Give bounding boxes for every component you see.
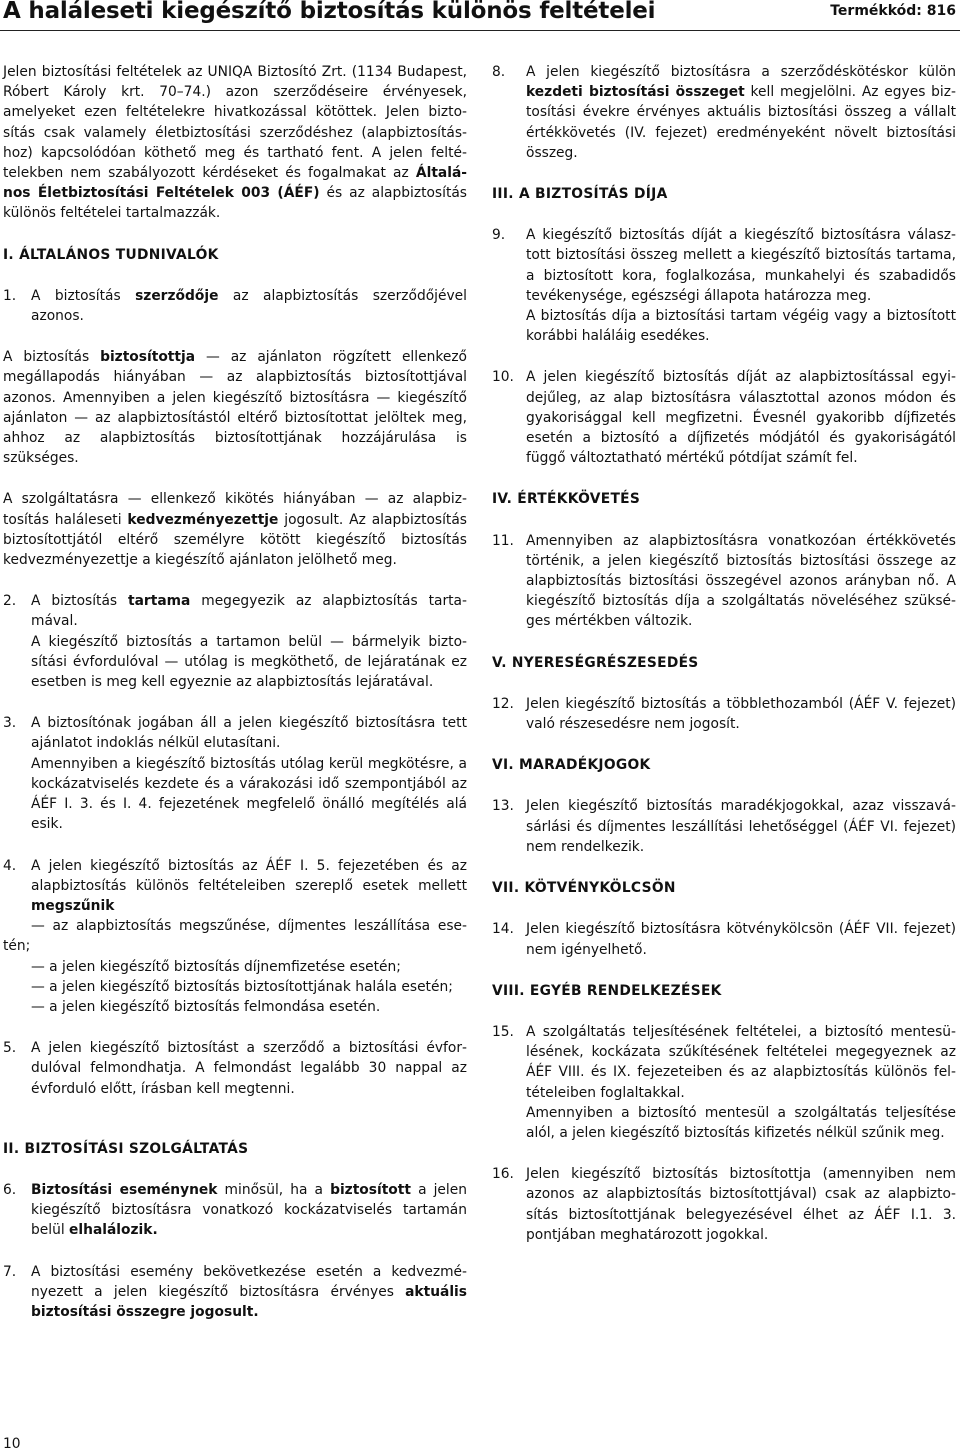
- section-heading-indexation: IV. ÉRTÉKKÖVETÉS: [492, 491, 641, 508]
- clause-10: 10. A jelen kiegészítő biztosítás díját az alapbiztosítással egyidejűleg, az alap biztosításra választottal azonos módon és gyakorisággal kell megfizetni. Évesnél gyakoribb díjfizetés esetén a biztosító a díjfizetés módjától és gyakoriságától függő változtatható mértékű pótdíjat számít fel.: [492, 367, 956, 468]
- clause-number: 14.: [492, 921, 514, 938]
- clause-7: 7. A biztosítási esemény bekövetkezése esetén a kedvezményezett a jelen kiegészítő biztosításra érvényes aktuális biztosítási összegre jogosult.: [3, 1262, 467, 1323]
- clause-1: 1. A biztosítás szerződője az alapbiztosítás szerződőjével azonos.: [3, 286, 467, 326]
- intro-paragraph: Jelen biztosítási feltételek az UNIQA Biztosító Zrt. (1134 Budapest, Róbert Károly krt. 70–74.) azon szerződéseire érvényesek, amelyeket ezen feltételekre hivatkozással kötöttek. Jelen biztosítás csak valamely életbiztosítási szerződéshez (alapbiztosításhoz) kapcsolódóan köthető meg és tartható fent. A jelen feltételekben nem szabályozott kérdéseket és fogalmakat az Általános Életbiztosítási Feltételek 003 (ÁÉF) és az alapbiztosítás különös feltételei tartalmazzák.: [3, 64, 467, 222]
- clause-number: 6.: [3, 1181, 17, 1198]
- clause-number: 4.: [3, 857, 17, 874]
- clause-13: 13. Jelen kiegészítő biztosítás maradékjogokkal, azaz visszavásárlási és díjmentes leszállítási lehetőséggel (ÁÉF VI. fejezet) nem rendelkezik.: [492, 796, 956, 857]
- page-header: [0, 0, 960, 31]
- clause-3: 3. A biztosítónak jogában áll a jelen kiegészítő biztosításra tett ajánlatot indoklás nélkül elutasítani. Amennyiben a kiegészítő biztosítás utólag kerül megkötésre, a kockázatviselés kezdete és a várakozási idő szempontjából az ÁÉF I. 3. és I. 4. fejezetének megfelelő önálló megítélés alá esik.: [3, 713, 467, 834]
- termination-case-1: — az alapbiztosítás megszűnése, díjmentes leszállítása esetén;: [3, 918, 467, 955]
- clause-16: 16. Jelen kiegészítő biztosítás biztosítottja (amennyiben nem azonos az alapbiztosítás biztosítottjával) csak az alapbiztosítás biztosítottjának belegyezésével élhet az ÁÉF I.1. 3. pontjában meghatározott jogokkal.: [492, 1164, 956, 1245]
- clause-number: 3.: [3, 715, 17, 732]
- right-column: [492, 62, 956, 1266]
- clause-number: 5.: [3, 1040, 17, 1057]
- clause-2: 2. A biztosítás tartama megegyezik az alapbiztosítás tartamával. A kiegészítő biztosítás a tartamon belül — bármelyik biztosítási évfordulóval — utólag is megköthető, de lejáratának ez esetben is meg kell egyeznie az alapbiztosítás lejáratával.: [3, 591, 467, 692]
- clause-number: 10.: [492, 369, 514, 386]
- product-code: Termékkód: 816: [830, 3, 956, 19]
- page-number: 10: [3, 1436, 21, 1452]
- clause-14: 14. Jelen kiegészítő biztosításra kötvénykölcsön (ÁÉF VII. fejezet) nem igényelhető.: [492, 919, 956, 959]
- clause-number: 9.: [492, 227, 506, 244]
- beneficiary-paragraph: A szolgáltatásra — ellenkező kikötés hiányában — az alapbiztosítás haláleseti kedvezményezettje jogosult. Az alapbiztosítás biztosítottjától eltérő személyre kötött kiegészítő biztosítás kedvezményezettje a kiegészítő ajánlaton jelölhető meg.: [3, 491, 467, 569]
- termination-case-2: — a jelen kiegészítő biztosítás díjnemfizetése esetén;: [31, 958, 401, 975]
- section-heading-policy-loan: VII. KÖTVÉNYKÖLCSÖN: [492, 880, 676, 897]
- clause-number: 13.: [492, 798, 514, 815]
- clause-8: 8. A jelen kiegészítő biztosításra a szerződéskötéskor külön kezdeti biztosítási összeget kell megjelölni. Az egyes biztosítási évekre érvényes aktuális biztosítási összeg a vállalt értékkövetés (IV. fejezet) eredményeként növelt biztosítási összeg.: [492, 62, 956, 163]
- left-column: [3, 62, 467, 1343]
- section-heading-profit-sharing: V. NYERESÉGRÉSZESEDÉS: [492, 654, 699, 671]
- clause-number: 8.: [492, 64, 506, 80]
- clause-number: 1.: [3, 287, 17, 304]
- section-heading-benefit: II. BIZTOSÍTÁSI SZOLGÁLTATÁS: [3, 1140, 249, 1157]
- clause-number: 2.: [3, 593, 17, 610]
- clause-number: 16.: [492, 1166, 514, 1183]
- section-heading-premium: III. A BIZTOSÍTÁS DÍJA: [492, 186, 668, 203]
- clause-4: 4. A jelen kiegészítő biztosítás az ÁÉF I. 5. fejezetében és az alapbiztosítás különös feltételeiben szereplő esetek mellett megszűnik — az alapbiztosítás megszűnése, díjmentes leszállítása esetén; — a jelen kiegészítő biztosítás díjnemfizetése esetén; — a jelen kiegészítő biztosítás biztosítottjának halála esetén; — a jelen kiegészítő biztosítás felmondása esetén.: [3, 856, 467, 1018]
- section-heading-other-provisions: VIII. EGYÉB RENDELKEZÉSEK: [492, 982, 722, 999]
- clause-number: 7.: [3, 1263, 17, 1280]
- clause-5: 5. A jelen kiegészítő biztosítást a szerződő a biztosítási évfordulóval felmondhatja. A felmondást legalább 30 nappal az évforduló előtt, írásban kell megtenni.: [3, 1038, 467, 1099]
- termination-case-4: — a jelen kiegészítő biztosítás felmondása esetén.: [31, 998, 381, 1015]
- clause-number: 11.: [492, 532, 514, 549]
- clause-15: 15. A szolgáltatás teljesítésének feltételei, a biztosító mentesülésének, kockázata szűkítésének feltételei megegyeznek az ÁÉF VIII. és IX. fejezeteiben és az alapbiztosítás különös feltételeiben foglaltakkal. Amennyiben a biztosító mentesül a szolgáltatás teljesítése alól, a jelen kiegészítő biztosítás kifizetés nélkül szűnik meg.: [492, 1022, 956, 1143]
- clause-12: 12. Jelen kiegészítő biztosítás a többlethozamból (ÁÉF V. fejezet) való részesedésre nem jogosít.: [492, 694, 956, 734]
- clause-number: 15.: [492, 1023, 514, 1040]
- insured-paragraph: A biztosítás biztosítottja — az ajánlaton rögzített ellenkező megállapodás hiányában — az alapbiztosítás biztosítottjával azonos. Amennyiben a jelen kiegészítő biztosításra — kiegészítő ajánlaton — az alapbiztosítástól eltérő biztosítottat jelöltek meg, ahhoz az alapbiztosítás biztosítottjának hozzájárulása is szükséges.: [3, 349, 468, 467]
- clause-11: 11. Amennyiben az alapbiztosításra vonatkozóan értékkövetés történik, a jelen kiegészítő biztosítás biztosítási összege az alapbiztosítás biztosítási összegével azonos arányban nő. A kiegészítő biztosítás díja a szolgáltatás növeléséhez szükséges mértékben változik.: [492, 531, 956, 632]
- document-title: A haláleseti kiegészítő biztosítás különös feltételei: [3, 0, 656, 24]
- termination-case-3: — a jelen kiegészítő biztosítás biztosítottjának halála esetén;: [31, 978, 453, 995]
- section-heading-residual-rights: VI. MARADÉKJOGOK: [492, 757, 651, 774]
- clause-9: 9. A kiegészítő biztosítás díját a kiegészítő biztosításra választott biztosítási összeg mellett a kiegészítő biztosítás tartama, a biztosított kora, foglalkozása, munkahelyi és szabadidős tevékenysége, egészségi állapota határozza meg. A biztosítás díja a biztosítási tartam végéig vagy a biztosított korábbi haláláig esedékes.: [492, 225, 956, 346]
- section-heading-general: I. ÁLTALÁNOS TUDNIVALÓK: [3, 246, 219, 263]
- clause-6: 6. Biztosítási eseménynek minősül, ha a biztosított a jelen kiegészítő biztosításra vonatkozó kockázatviselés tartamán belül elhalálozik.: [3, 1180, 467, 1241]
- clause-number: 12.: [492, 695, 514, 712]
